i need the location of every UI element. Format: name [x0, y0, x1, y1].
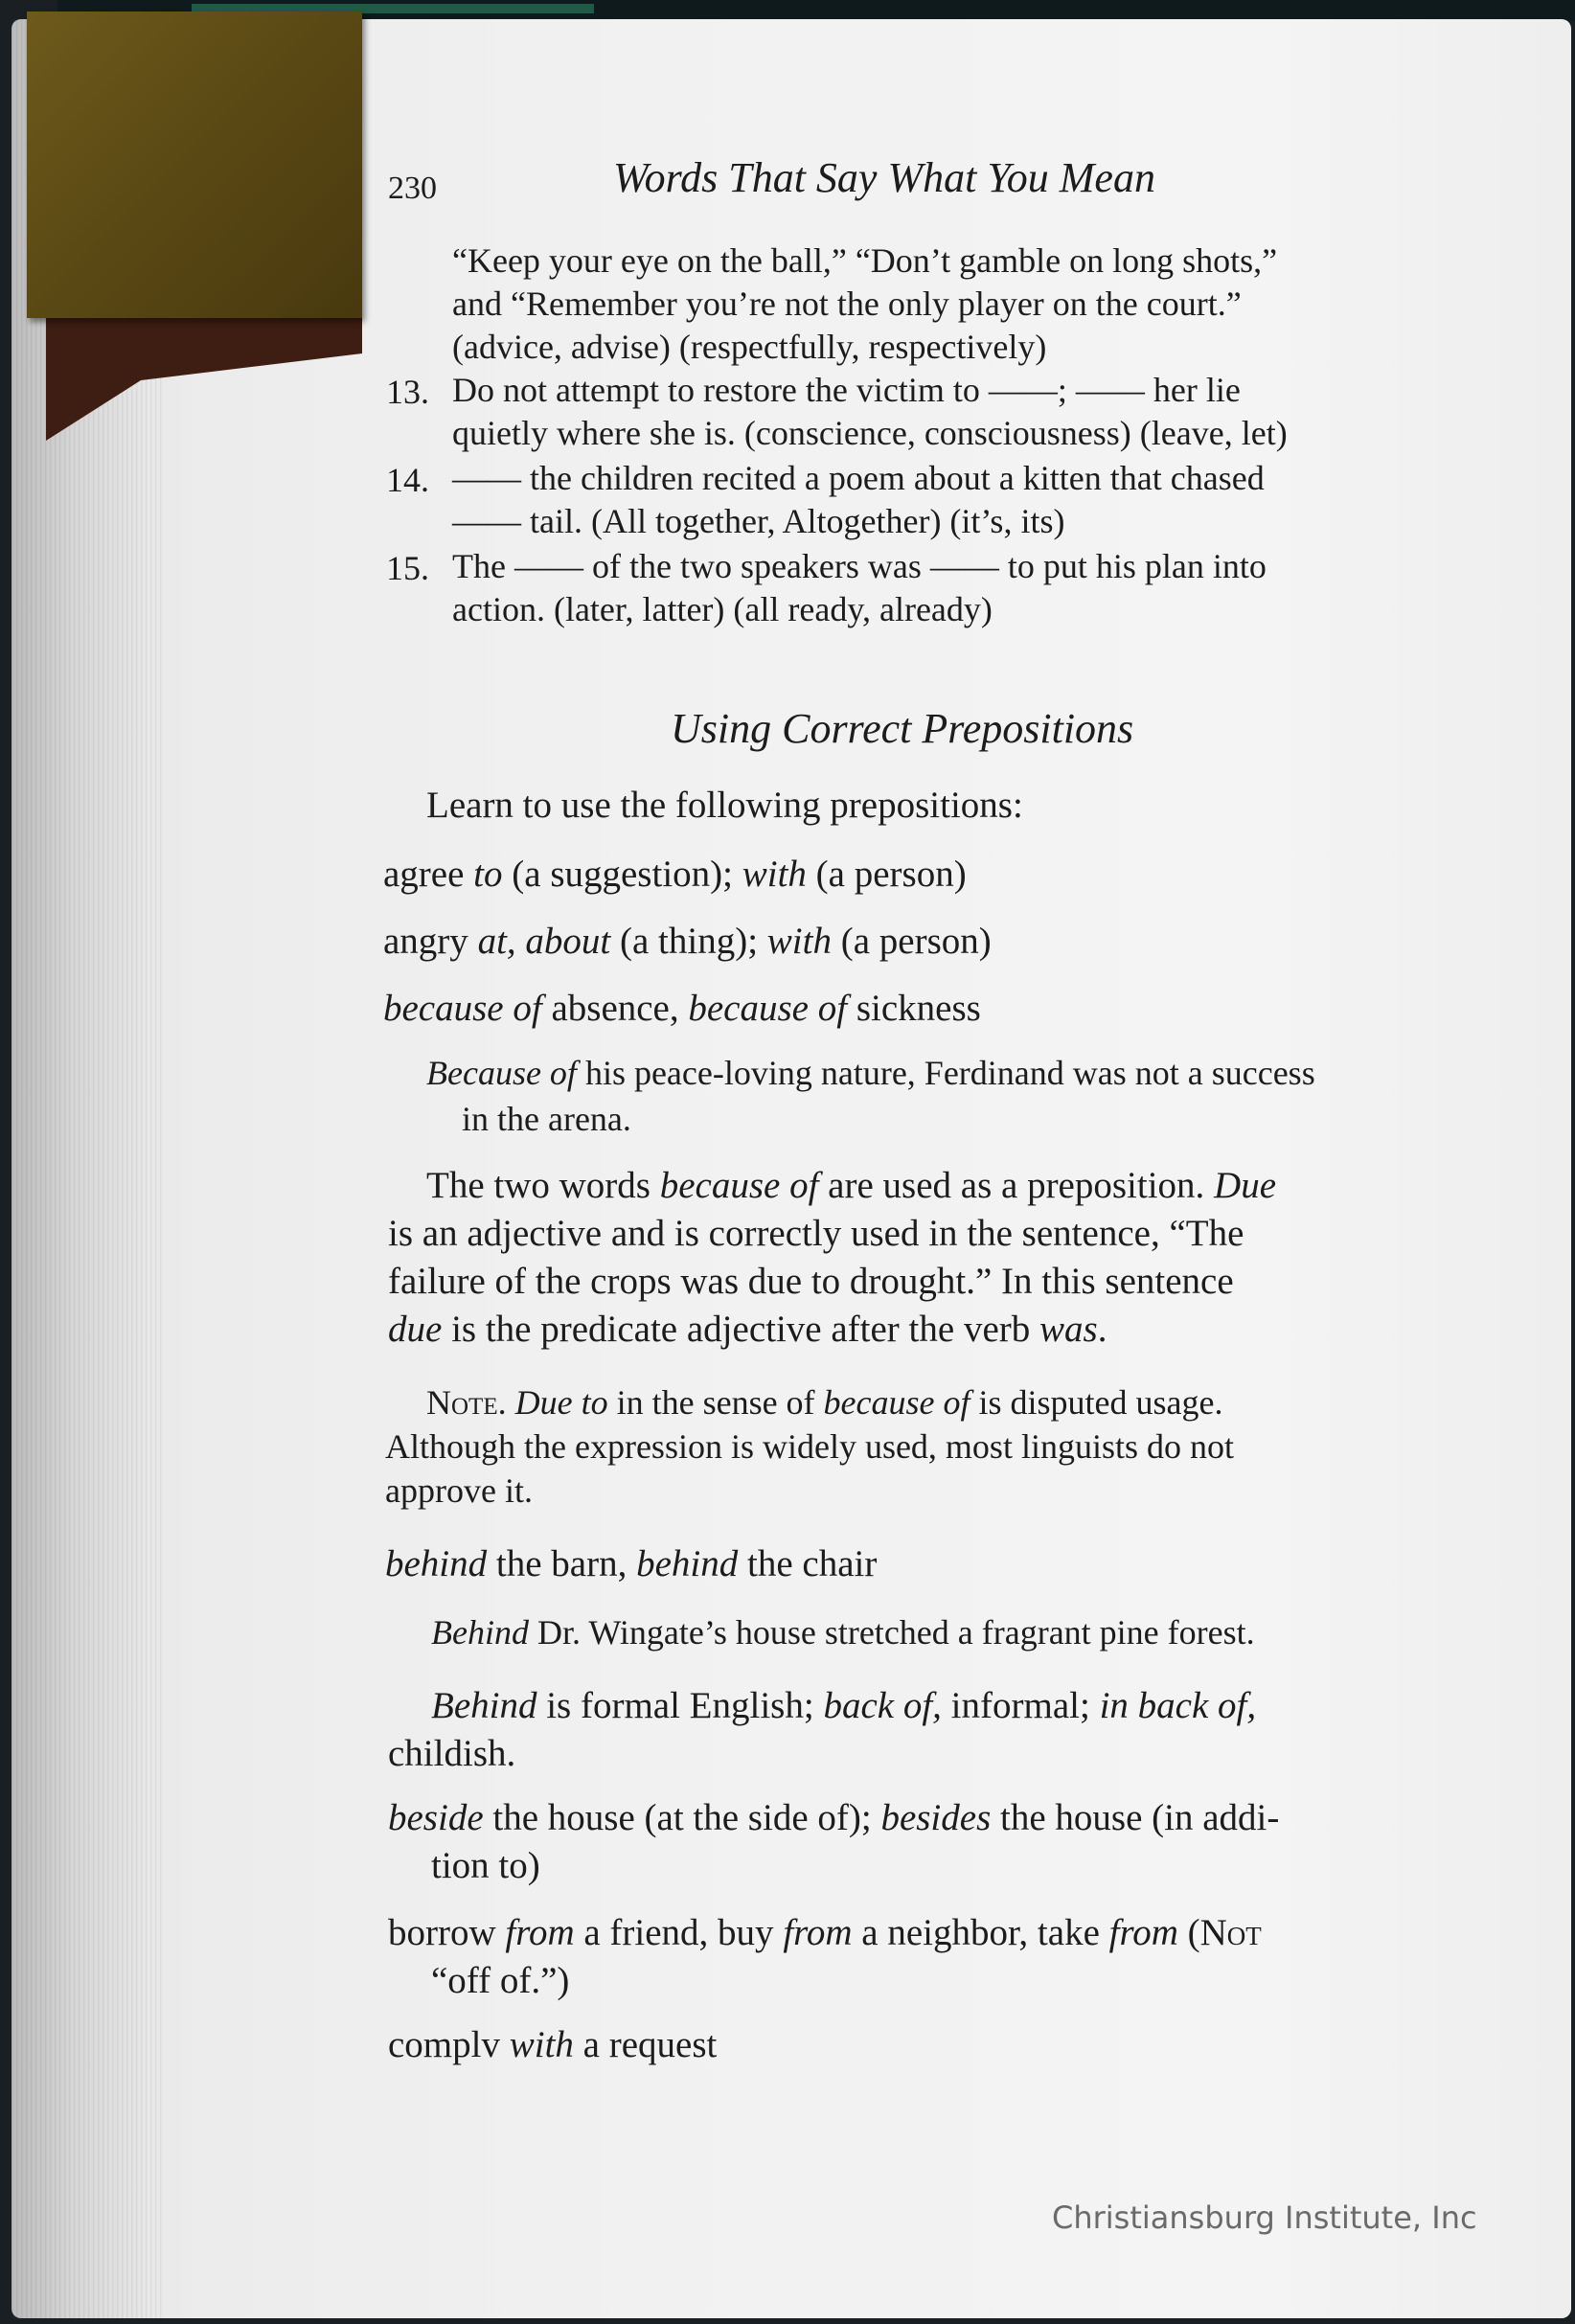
- page-title: Words That Say What You Mean: [613, 154, 1155, 201]
- item-15-line-2: action. (later, latter) (all ready, already): [452, 590, 993, 628]
- para-line-4: due is the predicate adjective after the verb was.: [388, 1309, 1107, 1350]
- item-number-15: 15.: [386, 549, 429, 587]
- entry-comply: complv with a request: [388, 2024, 718, 2065]
- entry-agree: agree to (a suggestion); with (a person): [383, 854, 967, 895]
- entry-beside-line-2: tion to): [431, 1845, 540, 1886]
- bookmark-tab: [27, 11, 362, 318]
- entry-because-of: because of absence, because of sickness: [383, 988, 981, 1029]
- item-13-line-2: quietly where she is. (conscience, consciousness) (leave, let): [452, 414, 1288, 452]
- entry-angry: angry at, about (a thing); with (a person): [383, 921, 992, 962]
- note-line-2: Although the expression is widely used, most linguists do not: [385, 1427, 1234, 1466]
- behind-note-line-1: Behind is formal English; back of, informal; in back of,: [431, 1685, 1257, 1726]
- because-example-line-2: in the arena.: [462, 1100, 631, 1138]
- note-line-1: Note. Due to in the sense of because of is disputed usage.: [426, 1383, 1223, 1422]
- para-line-3: failure of the crops was due to drought.” In this sentence: [388, 1261, 1234, 1302]
- item-13-line-1: Do not attempt to restore the victim to ——; —— her lie: [452, 371, 1241, 409]
- entry-behind: behind the barn, behind the chair: [385, 1543, 878, 1584]
- item-14-line-2: —— tail. (All together, Altogether) (it’s, its): [452, 502, 1065, 540]
- because-example-line-1: Because of his peace-loving nature, Ferdinand was not a success: [426, 1054, 1315, 1092]
- section-heading: Using Correct Prepositions: [671, 705, 1134, 752]
- para-line-1: The two words because of are used as a preposition. Due: [426, 1165, 1277, 1206]
- behind-example: Behind Dr. Wingate’s house stretched a fragrant pine forest.: [431, 1613, 1255, 1652]
- item-14-line-1: —— the children recited a poem about a kitten that chased: [452, 459, 1265, 497]
- exercise-line-2: and “Remember you’re not the only player on the court.”: [452, 285, 1242, 323]
- entry-borrow-line-2: “off of.”): [431, 1960, 570, 2001]
- item-number-13: 13.: [386, 373, 429, 411]
- behind-note-line-2: childish.: [388, 1733, 516, 1774]
- entry-beside-line-1: beside the house (at the side of); besides the house (in addi-: [388, 1797, 1280, 1838]
- item-15-line-1: The —— of the two speakers was —— to put his plan into: [452, 547, 1267, 585]
- section-intro: Learn to use the following prepositions:: [426, 785, 1023, 826]
- exercise-line-1: “Keep your eye on the ball,” “Don’t gamble on long shots,”: [452, 241, 1278, 280]
- exercise-line-3: (advice, advise) (respectfully, respectively): [452, 328, 1047, 366]
- para-line-2: is an adjective and is correctly used in the sentence, “The: [388, 1213, 1244, 1254]
- entry-borrow-line-1: borrow from a friend, buy from a neighbor, take from (Not: [388, 1912, 1262, 1953]
- watermark: Christiansburg Institute, Inc: [1052, 2199, 1477, 2236]
- note-line-3: approve it.: [385, 1471, 533, 1510]
- item-number-14: 14.: [386, 461, 429, 499]
- page-number: 230: [388, 171, 437, 206]
